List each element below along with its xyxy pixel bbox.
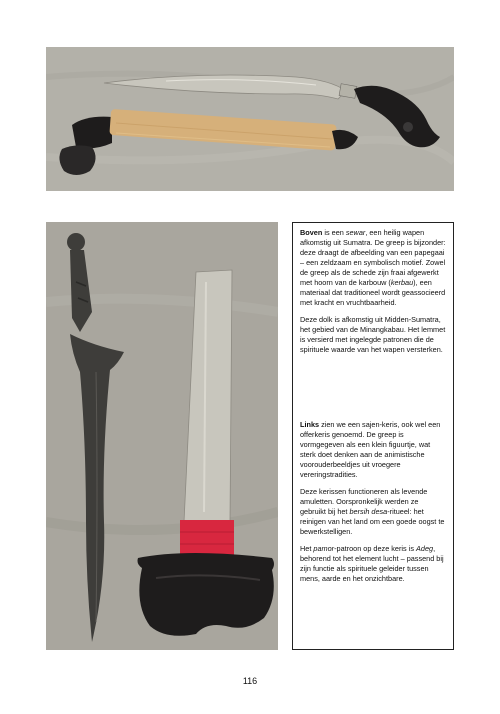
caption-lead: Links bbox=[300, 420, 320, 429]
page-number: 116 bbox=[242, 676, 258, 686]
caption-panel bbox=[292, 222, 454, 650]
photo-sewar bbox=[46, 47, 454, 191]
caption-text: -ritueel: het reinigen van het land om een goede oogst te bewerkstelligen. bbox=[300, 507, 445, 536]
caption-paragraph-amulets bbox=[300, 487, 446, 537]
caption-lead: Het bbox=[300, 544, 314, 553]
caption-term: bersih desa bbox=[349, 507, 388, 516]
caption-text: Deze kerissen functioneren als levende amuletten. Oorspronkelijk werden ze gebruikt bij het bbox=[300, 487, 428, 516]
caption-paragraph-pamor bbox=[300, 544, 446, 584]
caption-text: ), een materiaal dat traditioneel wordt geassocieerd met kracht en vruchtbaarheid. bbox=[300, 278, 446, 307]
caption-text: , behorend tot het element lucht – passend bij zijn functie als spirituele geleider tussen mens, aarde en het onzichtbare. bbox=[300, 544, 444, 583]
caption-text: zien we een sajen-keris, ook wel een offerkeris genoemd. De greep is vormgegeven als een klein figuurtje, wat sterk doet denken aan de animistische voorouderbeeldjes uit vroegere vereringstradities. bbox=[300, 420, 441, 479]
caption-text: -patroon op deze keris is bbox=[334, 544, 417, 553]
caption-spacer bbox=[300, 362, 446, 420]
caption-paragraph-origin: Deze dolk is afkomstig uit Midden-Sumatra, het gebied van de Minangkabau. Het lemmet is versierd met ingelegde patronen die de spirituele waarde van het wapen versterken. bbox=[300, 315, 446, 354]
caption-text: is een bbox=[322, 228, 346, 237]
caption-term: kerbau bbox=[390, 278, 414, 287]
caption-term: sewar bbox=[345, 228, 366, 237]
photo-sajen-keris bbox=[46, 222, 278, 650]
caption-lead: Boven bbox=[300, 228, 323, 237]
caption-paragraph-sewar bbox=[300, 228, 446, 308]
caption-term: pamor bbox=[313, 544, 335, 553]
caption-text: , een heilig wapen afkomstig uit Sumatra. De greep is bijzonder: deze draagt de afbeelding van een papegaai – een zeldzaam en symbolisch motief. Zowel de greep als de schede zijn fraai afgewerkt met hoorn van de karbouw ( bbox=[300, 228, 446, 287]
caption-term: Adeg bbox=[416, 544, 434, 553]
caption-paragraph-keris bbox=[300, 420, 446, 480]
